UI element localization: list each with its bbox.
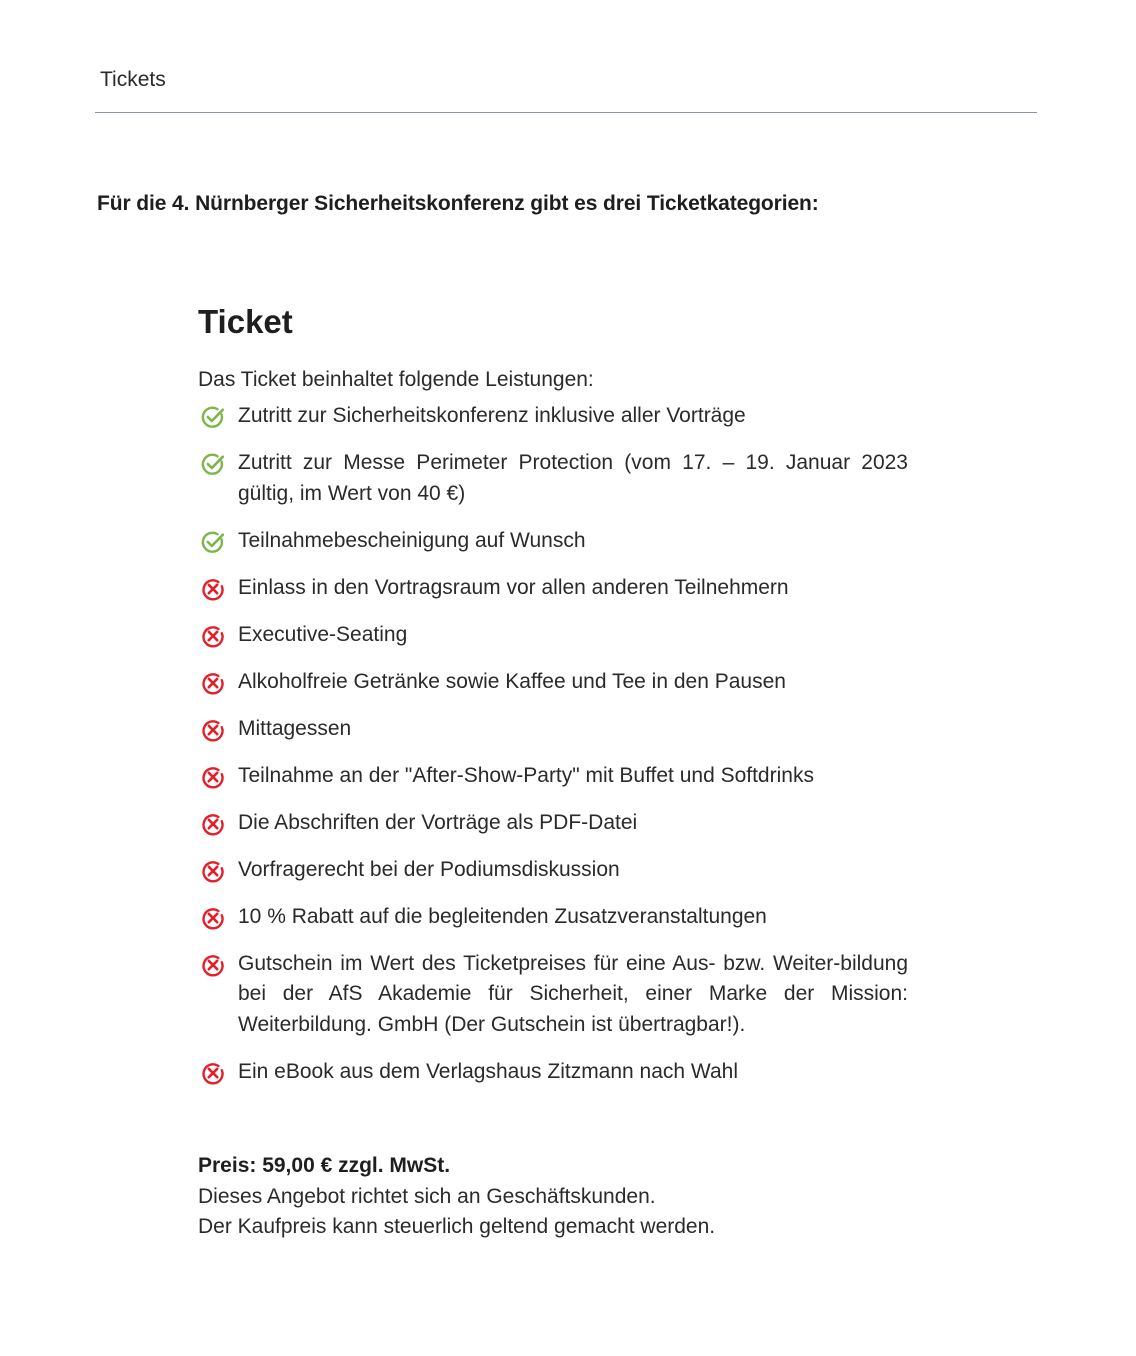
feature-item [198,808,908,839]
feature-text: Vorfragerecht bei der Podiumsdiskussion [238,857,620,881]
price-block [198,1151,715,1243]
feature-text: Gutschein im Wert des Ticketpreises für eine Aus- bzw. Weiter-bildung bei der AfS Akademie für Sicherheit, einer Marke der Mission: Weiterbildung. GmbH (Der Gutschein ist übertragbar!). [238,951,908,1036]
feature-item [198,526,908,557]
feature-item [198,401,908,432]
x-circle-icon [200,623,226,649]
feature-text: Teilnahmebescheinigung auf Wunsch [238,528,586,552]
x-circle-icon [200,811,226,837]
feature-item [198,620,908,651]
intro-text: Für die 4. Nürnberger Sicherheitskonferenz gibt es drei Ticketkategorien: [97,192,819,215]
page-header-title: Tickets [100,68,166,91]
feature-text: 10 % Rabatt auf die begleitenden Zusatzveranstaltungen [238,904,767,928]
check-circle-icon [200,529,226,555]
feature-text: Die Abschriften der Vorträge als PDF-Datei [238,810,638,834]
feature-item [198,448,908,509]
ticket-title: Ticket [198,303,293,340]
price-note-line-2: Der Kaufpreis kann steuerlich geltend gemacht werden. [198,1215,716,1238]
feature-text: Teilnahme an der "After-Show-Party" mit Buffet und Softdrinks [238,763,814,787]
feature-text: Einlass in den Vortragsraum vor allen anderen Teilnehmern [238,575,789,599]
x-circle-icon [200,670,226,696]
x-circle-icon [200,1060,226,1086]
x-circle-icon [200,952,226,978]
feature-item [198,902,908,933]
feature-text: Zutritt zur Messe Perimeter Protection (vom 17. – 19. Januar 2023 gültig, im Wert von 40 €) [238,451,908,505]
x-circle-icon [200,905,226,931]
x-circle-icon [200,576,226,602]
ticket-section [198,300,908,1104]
feature-item [198,949,908,1041]
x-circle-icon [200,858,226,884]
check-circle-icon [200,451,226,477]
feature-text: Zutritt zur Sicherheitskonferenz inklusive aller Vorträge [238,404,746,427]
page-header [95,0,1037,113]
feature-text: Executive-Seating [238,622,408,646]
feature-text: Alkoholfreie Getränke sowie Kaffee und Tee in den Pausen [238,669,786,693]
x-circle-icon [200,764,226,790]
x-circle-icon [200,717,226,743]
feature-item [198,1057,908,1088]
feature-item [198,667,908,698]
price-label: Preis: 59,00 € zzgl. MwSt. [198,1154,451,1177]
feature-item [198,855,908,886]
ticket-subtitle: Das Ticket beinhaltet folgende Leistungen: [198,368,594,391]
feature-item [198,714,908,745]
feature-item [198,761,908,792]
check-circle-icon [200,404,226,430]
price-note-line-1: Dieses Angebot richtet sich an Geschäftskunden. [198,1184,656,1208]
feature-text: Ein eBook aus dem Verlagshaus Zitzmann nach Wahl [238,1059,738,1083]
feature-text: Mittagessen [238,716,352,740]
feature-list [198,401,908,1087]
feature-item [198,573,908,604]
